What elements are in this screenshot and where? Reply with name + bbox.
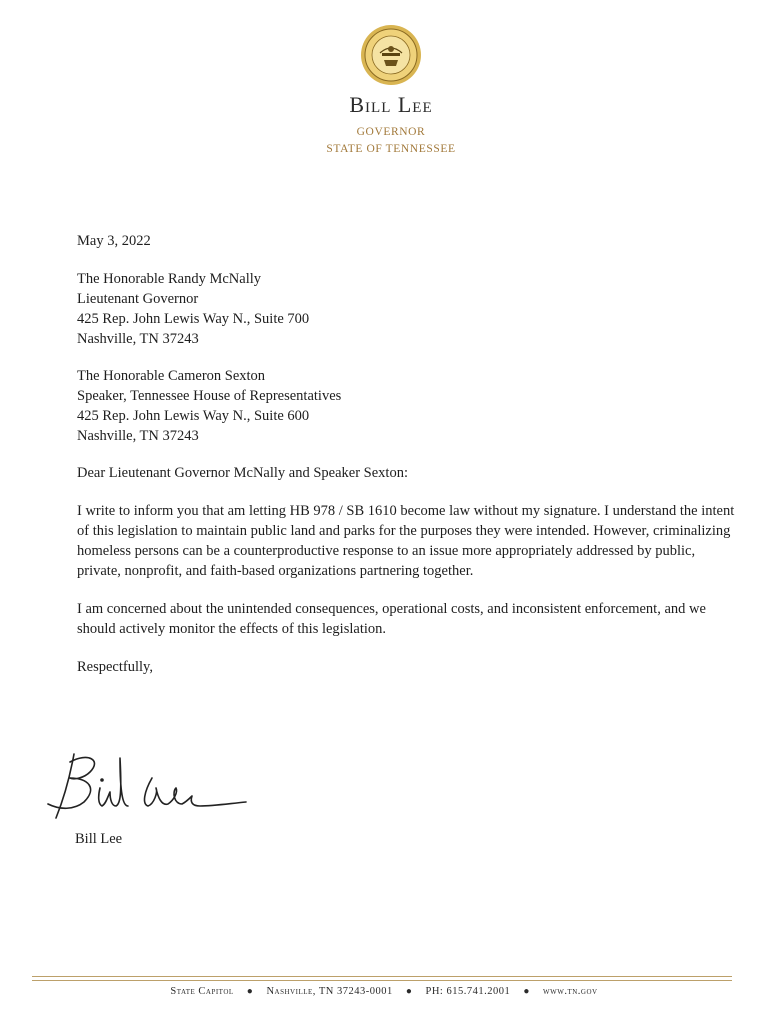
bullet-separator: ● xyxy=(523,986,530,997)
address-line: Speaker, Tennessee House of Representatives xyxy=(77,388,342,404)
footer-divider xyxy=(32,980,732,981)
footer-address: State Capitol xyxy=(170,986,234,997)
letterhead-title: GOVERNOR xyxy=(356,126,426,138)
letterhead-state: STATE OF TENNESSEE xyxy=(326,143,456,155)
salutation: Dear Lieutenant Governor McNally and Speaker Sexton: xyxy=(77,465,408,481)
footer-city: Nashville, TN 37243-0001 xyxy=(266,986,393,997)
footer xyxy=(0,986,768,997)
body-paragraph-1: I write to inform you that am letting HB 978 / SB 1610 become law without my signature. I understand the intent of this legislation to maintain public land and parks for the purposes they were intended. However, criminalizing homeless persons can be a counterproductive response to an issue more appropriately addressed by public, private, nonprofit, and faith-based organizations partnering together. xyxy=(77,503,735,579)
letter-body xyxy=(77,231,737,677)
address-line: Lieutenant Governor xyxy=(77,291,199,307)
signer-name: Bill Lee xyxy=(75,831,123,847)
recipient-address-1 xyxy=(77,269,737,349)
footer-website[interactable]: www.tn.gov xyxy=(543,986,598,997)
recipient-address-2 xyxy=(77,366,737,446)
closing: Respectfully, xyxy=(77,659,153,675)
address-line: Nashville, TN 37243 xyxy=(77,331,199,347)
body-paragraph-2: I am concerned about the unintended consequences, operational costs, and inconsistent enforcement, and we should actively monitor the effects of this legislation. xyxy=(77,601,706,637)
address-line: The Honorable Randy McNally xyxy=(77,271,262,287)
state-seal-logo xyxy=(360,24,422,86)
address-line: 425 Rep. John Lewis Way N., Suite 700 xyxy=(77,311,310,327)
bullet-separator: ● xyxy=(246,986,254,997)
address-line: 425 Rep. John Lewis Way N., Suite 600 xyxy=(77,408,310,424)
footer-divider xyxy=(32,976,732,977)
address-line: Nashville, TN 37243 xyxy=(77,428,199,444)
footer-phone: PH: 615.741.2001 xyxy=(425,986,511,997)
letterhead-name: Bill Lee xyxy=(349,92,433,117)
letter-date: May 3, 2022 xyxy=(77,233,151,249)
address-line: The Honorable Cameron Sexton xyxy=(77,368,266,384)
handwritten-signature xyxy=(40,748,255,828)
bullet-separator: ● xyxy=(405,986,413,997)
